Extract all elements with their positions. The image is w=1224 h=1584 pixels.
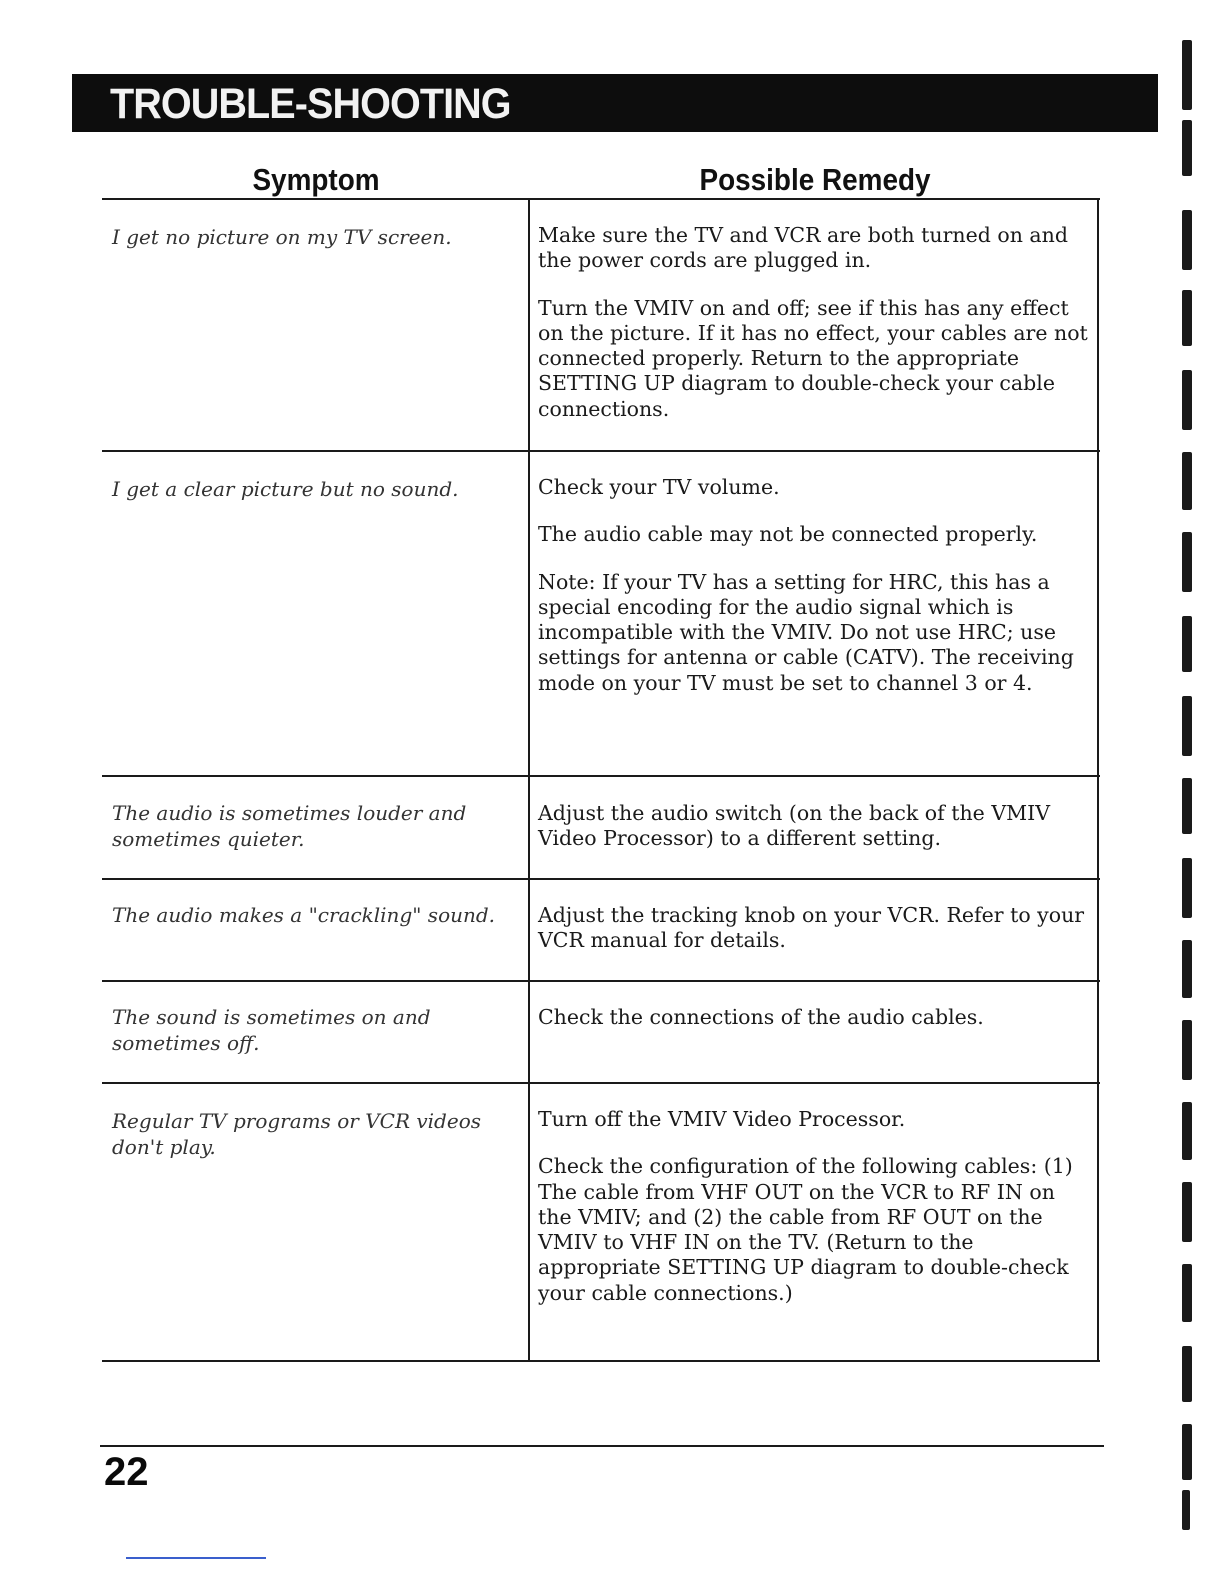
remedy-text: Turn off the VMIV Video Processor. — [538, 1107, 906, 1131]
row-divider — [102, 878, 1100, 880]
scan-artifact-line — [126, 1557, 266, 1559]
section-title: TROUBLE-SHOOTING — [110, 80, 511, 128]
remedy-column-header: Possible Remedy — [699, 162, 931, 197]
binding-edge — [1176, 20, 1206, 1550]
remedy-cell — [538, 801, 1090, 874]
remedy-text: Check the connections of the audio cables. — [538, 1005, 984, 1029]
column-divider — [528, 200, 530, 1362]
remedy-cell — [538, 223, 1090, 444]
row-divider — [102, 1082, 1100, 1084]
symptom-cell: I get a clear picture but no sound. — [112, 477, 459, 501]
remedy-cell — [538, 475, 1090, 718]
remedy-text: Adjust the audio switch (on the back of the VMIV Video Processor) to a different setting. — [538, 801, 1051, 851]
remedy-cell — [538, 1107, 1090, 1328]
symptom-cell: The sound is sometimes on and sometimes off. — [112, 1005, 431, 1055]
row-divider — [102, 980, 1100, 982]
footer-rule — [100, 1445, 1104, 1447]
symptom-cell: Regular TV programs or VCR videos don't play. — [112, 1109, 481, 1159]
symptom-cell: I get no picture on my TV screen. — [112, 225, 452, 249]
header-rule — [102, 198, 1100, 200]
right-border — [1097, 200, 1099, 1362]
page-number: 22 — [104, 1450, 149, 1494]
remedy-text: Check the configuration of the following cables: (1) The cable from VHF OUT on the VCR to RF IN on the VMIV; and (2) the cable from RF OUT on the VMIV to VHF IN on the TV. (Return to the appropriate SETTING UP diagram to double-check your cable connections.) — [538, 1154, 1073, 1305]
table-bottom-rule — [102, 1360, 1100, 1362]
remedy-text: Turn the VMIV on and off; see if this has any effect on the picture. If it has no effect, your cables are not connected properly. Return to the appropriate SETTING UP diagram to double-check your cable connections. — [538, 295, 1088, 421]
remedy-cell — [538, 903, 1090, 976]
remedy-cell — [538, 1005, 1090, 1052]
symptom-cell: The audio makes a "crackling" sound. — [112, 903, 496, 927]
remedy-text: Adjust the tracking knob on your VCR. Refer to your VCR manual for details. — [538, 903, 1085, 953]
row-divider — [102, 450, 1100, 452]
row-divider — [102, 775, 1100, 777]
remedy-text: Make sure the TV and VCR are both turned on and the power cords are plugged in. — [538, 223, 1068, 273]
section-banner — [72, 74, 1158, 132]
remedy-text: The audio cable may not be connected properly. — [538, 522, 1038, 547]
remedy-text: Check your TV volume. — [538, 475, 780, 499]
symptom-column-header: Symptom — [252, 162, 380, 197]
symptom-cell: The audio is sometimes louder and sometimes quieter. — [112, 801, 467, 851]
remedy-text: Note: If your TV has a setting for HRC, this has a special encoding for the audio signal which is incompatible with the VMIV. Do not use HRC; use settings for antenna or cable (CATV). The receiving mode on your TV must be set to channel 3 or 4. — [538, 569, 1074, 695]
